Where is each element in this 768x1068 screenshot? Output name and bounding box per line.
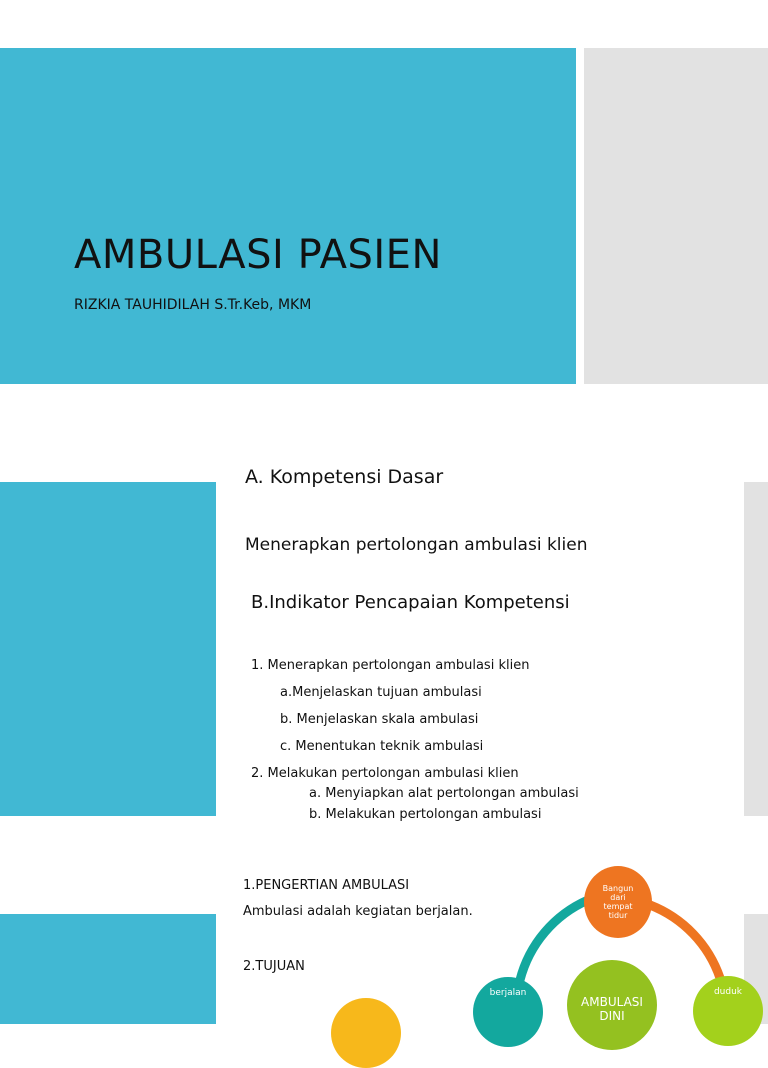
diagram-center-node (567, 960, 657, 1050)
diagram-node-label: Bangun dari tempat tidur (602, 883, 634, 921)
indicator-item: 2. Melakukan pertolongan ambulasi klien (251, 766, 519, 781)
diagram-node-bangun (584, 866, 652, 938)
section-heading-purpose: 2.TUJUAN (243, 959, 305, 974)
diagram-node-duduk (693, 976, 763, 1046)
diagram-center-label: AMBULASI DINI (581, 995, 643, 1023)
definition-text: Ambulasi adalah kegiatan berjalan. (243, 904, 473, 919)
diagram-node-berjalan (473, 977, 543, 1047)
indicator-subitem: c. Menentukan teknik ambulasi (280, 739, 484, 754)
indicator-subitem: b. Melakukan pertolongan ambulasi (309, 807, 542, 822)
competence-statement: Menerapkan pertolongan ambulasi klien (245, 535, 588, 555)
indicator-subitem: b. Menjelaskan skala ambulasi (280, 712, 479, 727)
arc-orange (650, 905, 720, 978)
indicator-subitem: a. Menyiapkan alat pertolongan ambulasi (309, 786, 579, 801)
section-heading-definition: 1.PENGERTIAN AMBULASI (243, 878, 410, 893)
arc-teal (520, 900, 588, 980)
competence-heading: A. Kompetensi Dasar (245, 466, 444, 488)
presentation-title: AMBULASI PASIEN (74, 232, 442, 278)
diagram-node-label: duduk (713, 986, 743, 997)
indicator-item: 1. Menerapkan pertolongan ambulasi klien (251, 658, 530, 673)
diagram-node-label: berjalan (489, 987, 527, 998)
presentation-author: RIZKIA TAUHIDILAH S.Tr.Keb, MKM (74, 297, 312, 313)
indicator-heading: B.Indikator Pencapaian Kompetensi (251, 592, 570, 613)
diagram-node-partial (331, 998, 401, 1068)
indicator-subitem: a.Menjelaskan tujuan ambulasi (280, 685, 482, 700)
